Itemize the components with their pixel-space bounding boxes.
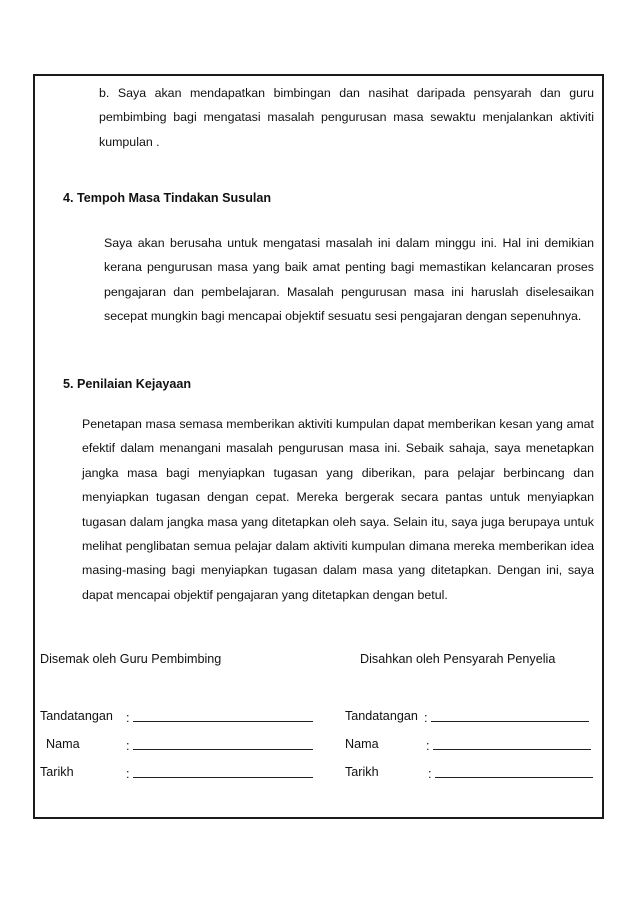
approver-signature-row	[345, 709, 418, 723]
approver-date-colon: :	[428, 765, 593, 781]
section-5-text: Penetapan masa semasa memberikan aktiviti kumpulan dapat memberikan kesan yang amat efektif dalam menangani masalah pengurusan masa ini. Sebaik sahaja, saya menetapkan jangka masa bagi menyiapkan tugasan yang diberikan, para pelajar berbincang dan menyiapkan tugasan dengan cepat. Mereka bergerak secara pantas untuk menyiapkan tugasan dalam jangka masa yang ditetapkan oleh saya. Selain itu, saya juga berupaya untuk melihat penglibatan semua pelajar dalam aktiviti kumpulan dimana mereka memberikan idea masing-masing bagi menyiapkan tugasan dalam masa yang ditetapkan. Dengan ini, saya dapat mencapai objektif pengajaran yang ditetapkan dengan betul.	[82, 417, 594, 602]
section-4-heading: 4. Tempoh Masa Tindakan Susulan	[63, 191, 272, 205]
approver-date-row	[345, 765, 379, 779]
approver-name-colon: :	[426, 737, 591, 753]
signature-blank-line[interactable]	[431, 709, 589, 722]
name-blank-line[interactable]	[433, 737, 591, 750]
approver-signature-colon: :	[424, 709, 589, 725]
section-4-text: Saya akan berusaha untuk mengatasi masalah ini dalam minggu ini. Hal ini demikian kerana pengurusan masa yang baik amat penting bagi memastikan kelancaran proses pengajaran dan pembelajaran. Masalah pengurusan masa ini haruslah diselesaikan secepat mungkin bagi mencapai objektif sesuatu sesi pengajaran dengan sepenuhnya.	[104, 236, 594, 324]
section-b-text: b. Saya akan mendapatkan bimbingan dan nasihat daripada pensyarah dan guru pembimbing bagi mengatasi masalah pengurusan masa sewaktu menjalankan aktiviti kumpulan .	[99, 86, 594, 149]
section-5-heading: 5. Penilaian Kejayaan	[63, 377, 192, 391]
field-label: Tandatangan	[40, 709, 113, 723]
name-blank-line[interactable]	[133, 737, 313, 750]
reviewer-signature-row	[40, 709, 113, 723]
field-label: Nama	[46, 737, 80, 751]
date-blank-line[interactable]	[133, 765, 313, 778]
signature-blank-line[interactable]	[133, 709, 313, 722]
reviewer-title: Disemak oleh Guru Pembimbing	[40, 652, 222, 666]
reviewer-name-colon: :	[126, 737, 313, 753]
approver-name-row	[345, 737, 379, 751]
field-label: Nama	[345, 737, 379, 751]
field-label: Tandatangan	[345, 709, 418, 723]
reviewer-date-colon: :	[126, 765, 313, 781]
reviewer-signature-colon: :	[126, 709, 313, 725]
field-label: Tarikh	[40, 765, 74, 779]
date-blank-line[interactable]	[435, 765, 593, 778]
reviewer-name-row	[46, 737, 80, 751]
approver-title: Disahkan oleh Pensyarah Penyelia	[360, 652, 556, 666]
reviewer-date-row	[40, 765, 74, 779]
field-label: Tarikh	[345, 765, 379, 779]
